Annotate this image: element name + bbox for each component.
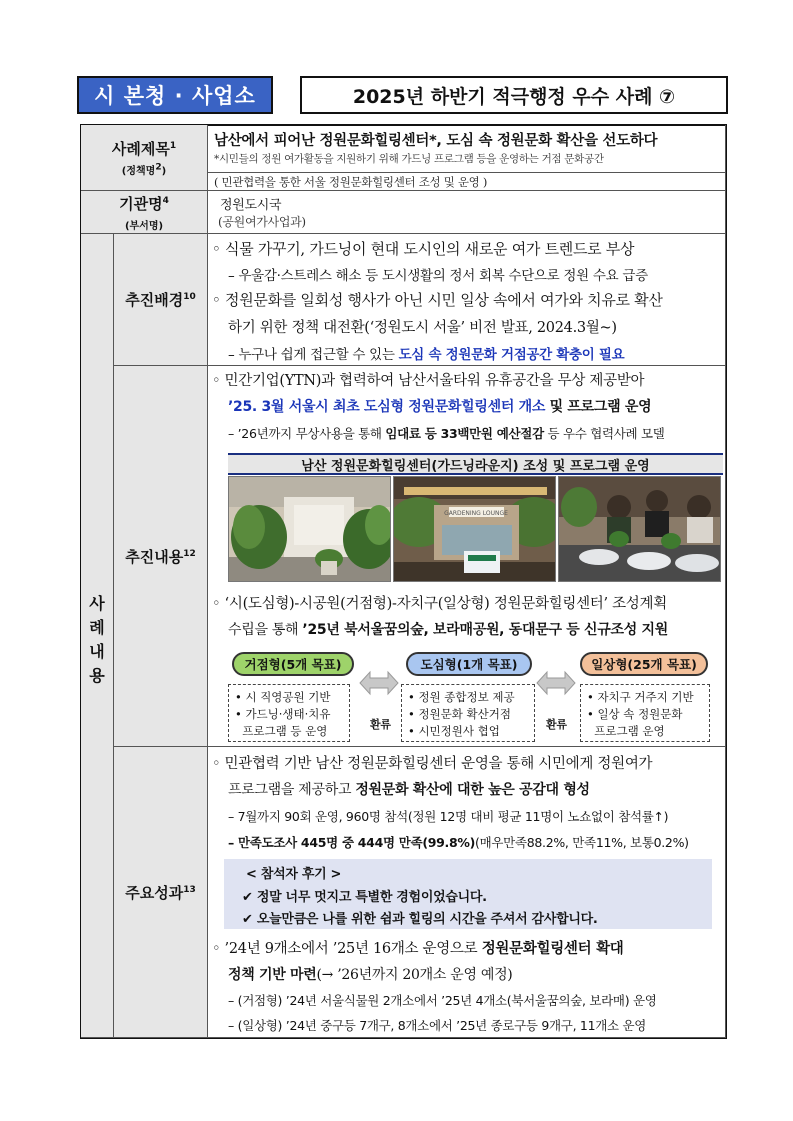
participant-review-box <box>224 859 712 929</box>
content-sub-1-text: – ’26년까지 무상사용을 통해 <box>228 426 386 441</box>
results-bullet-1-bold: 정원문화 확산에 대한 높은 공감대 형성 <box>355 782 590 798</box>
content-bullet-1-line-2 <box>228 396 651 416</box>
results-bullet-1-line-2 <box>228 779 590 799</box>
type-item: • 자치구 거주지 기반 <box>587 690 694 704</box>
background-sub-2 <box>228 343 624 363</box>
results-sub-1: – 7월까지 90회 운영, 960명 참석(정원 12명 대비 평균 11명이 노쇼없이 참석률↑) <box>228 809 669 824</box>
content-sub-1-bold: 임대료 등 33백만원 예산절감 <box>385 426 544 441</box>
page-title: 2025년 하반기 적극행정 우수 사례 ⑦ <box>300 76 728 114</box>
background-sub-2-text: – 누구나 쉽게 접근할 수 있는 <box>228 347 399 363</box>
background-sub-2-highlight: 도심 속 정원문화 거점공간 확충이 필요 <box>398 347 625 363</box>
type-item: • 정원 종합정보 제공 <box>408 690 515 704</box>
content-sub-1-tail: 등 우수 협력사례 모델 <box>543 426 665 441</box>
results-sub-3: – (거점형) ’24년 서울식물원 2개소에서 ’25년 4개소(북서울꿈의숲, 보라매) 운영 <box>228 993 657 1008</box>
type-item: • 시민정원사 협업 <box>408 724 500 738</box>
type-box-urban <box>401 684 535 742</box>
footnote-ref: 1 <box>169 141 177 151</box>
content-bullet-2-bold: ’25년 북서울꿈의숲, 보라매공원, 동대문구 등 신규조성 지원 <box>302 622 668 638</box>
case-summary-text: ( 민관협력을 통한 서울 정원문화힐링센터 조성 및 운영 ) <box>214 175 488 189</box>
results-bullet-2-tail: (→ ’26년까지 20개소 운영 예정) <box>316 967 513 983</box>
case-content-side-label <box>81 234 114 1038</box>
results-label-cell <box>114 747 208 1038</box>
policy-name-label: (정책명 <box>121 166 156 177</box>
background-label: 추진배경 <box>125 291 184 309</box>
content-bullet-2-text: 수립을 통해 <box>228 622 303 638</box>
review-item-2: ✔ 오늘만큼은 나를 위한 쉼과 힐링의 시간을 주셔서 감사합니다. <box>242 912 598 927</box>
results-bullet-2-bold: 정원문화힐링센터 확대 <box>481 941 624 957</box>
type-item: • 가드닝·생태·치유 <box>235 707 331 721</box>
case-title-text: 남산에서 피어난 정원문화힐링센터*, 도심 속 정원문화 확산을 선도하다 <box>214 133 658 149</box>
agency-cell <box>208 191 726 234</box>
case-title-cell <box>208 125 726 173</box>
case-title-label-cell <box>81 125 208 191</box>
case-title-footnote: *시민들의 정원 여가활동을 지원하기 위해 가드닝 프로그램 등을 운영하는 거점 문화공간 <box>214 153 604 165</box>
content-highlight: ’25. 3월 서울시 최초 도심형 정원문화힐링센터 개소 <box>228 399 546 415</box>
background-label-cell <box>114 234 208 366</box>
footnote-ref: 2 <box>155 162 162 173</box>
results-bullet-2-bold-2: 정책 기반 마련 <box>228 967 317 983</box>
photo-gardening-lounge-interior <box>393 476 556 582</box>
content-bullet-1-line-1: ◦ 민간기업(YTN)과 협력하여 남산서울타워 유휴공간을 무상 제공받아 <box>212 373 645 389</box>
cycle-label: 환류 <box>546 718 567 731</box>
case-title-label: 사례제목 <box>111 140 170 158</box>
type-item: • 일상 속 정원문화 <box>587 707 683 721</box>
side-char: 내 <box>89 642 105 661</box>
type-box-hub <box>228 684 350 742</box>
results-bullet-2-line-2 <box>228 964 512 984</box>
agency-label-cell <box>81 191 208 234</box>
cycle-arrow-icon <box>533 668 579 698</box>
results-sub-2 <box>228 833 689 851</box>
content-label-cell <box>114 366 208 747</box>
side-char: 용 <box>89 666 105 685</box>
type-item: 프로그램 등 운영 <box>235 724 328 738</box>
dept-label: (부서명) <box>124 220 164 232</box>
background-bullet-1: ◦ 식물 가꾸기, 가드닝이 현대 도시인의 새로운 여가 트렌드로 부상 <box>212 240 635 258</box>
category-badge: 시 본청 · 사업소 <box>77 76 273 114</box>
footnote-ref: 10 <box>183 292 196 302</box>
cycle-label: 환류 <box>370 718 391 731</box>
footnote-ref: 13 <box>183 884 196 895</box>
cycle-arrow-icon <box>356 668 402 698</box>
results-sub-4: – (일상형) ’24년 중구등 7개구, 8개소에서 ’25년 종로구등 9개구, 11개소 운영 <box>228 1018 647 1033</box>
photo-gardening-lounge-entrance <box>228 476 391 582</box>
review-title: < 참석자 후기 > <box>246 867 342 882</box>
photo-gardening-program <box>558 476 721 582</box>
dept-name: (공원여가사업과) <box>218 215 306 229</box>
results-sub-2-tail: (매우만족88.2%, 만족11%, 보통0.2%) <box>475 835 689 850</box>
footnote-ref: 4 <box>162 195 169 206</box>
photo-banner: 남산 정원문화힐링센터(가드닝라운지) 조성 및 프로그램 운영 <box>228 453 723 475</box>
content-bullet-2-line-1: ◦ ‘시(도심형)-시공원(거점형)-자치구(일상형) 정원문화힐링센터’ 조성계획 <box>212 596 667 612</box>
content-sub-1 <box>228 424 665 442</box>
side-char: 사 <box>89 594 105 613</box>
results-bullet-1-text: 프로그램을 제공하고 <box>228 782 356 798</box>
type-pill-urban: 도심형(1개 목표) <box>406 652 532 676</box>
type-item: 프로그램 운영 <box>587 724 665 738</box>
photo-sign-text: GARDENING LOUNGE <box>444 510 508 517</box>
type-box-daily <box>580 684 710 742</box>
background-sub-1: – 우울감·스트레스 해소 등 도시생활의 정서 회복 수단으로 정원 수요 급증 <box>228 268 648 284</box>
content-bullet-1-tail: 및 프로그램 운영 <box>545 399 652 415</box>
results-bullet-1-line-1: ◦ 민관협력 기반 남산 정원문화힐링센터 운영을 통해 시민에게 정원여가 <box>212 756 653 772</box>
type-pill-hub: 거점형(5개 목표) <box>232 652 354 676</box>
side-char: 례 <box>89 618 105 637</box>
background-bullet-2-line-2: 하기 위한 정책 대전환(‘정원도시 서울’ 비전 발표, 2024.3월~) <box>228 320 617 336</box>
type-item: • 시 직영공원 기반 <box>235 690 331 704</box>
background-bullet-2-line-1: ◦ 정원문화를 일회성 행사가 아닌 시민 일상 속에서 여가와 치유로 확산 <box>212 291 663 309</box>
agency-name: 정원도시국 <box>220 198 282 213</box>
case-summary-cell <box>208 173 726 191</box>
results-bullet-2-line-1 <box>212 937 624 958</box>
results-sub-2-bold: – 만족도조사 445명 중 444명 만족(99.8%) <box>228 835 476 850</box>
review-item-1: ✔ 정말 너무 멋지고 특별한 경험이었습니다. <box>242 890 487 905</box>
agency-label: 기관명 <box>119 194 163 213</box>
results-bullet-2-text: ◦ ’24년 9개소에서 ’25년 16개소 운영으로 <box>212 941 482 957</box>
paren-close: ) <box>161 166 167 177</box>
content-label: 추진내용 <box>125 547 184 566</box>
type-pill-daily: 일상형(25개 목표) <box>580 652 708 676</box>
content-bullet-2-line-2 <box>228 619 668 639</box>
results-label: 주요성과 <box>125 883 184 902</box>
footnote-ref: 12 <box>183 548 196 559</box>
type-item: • 정원문화 확산거점 <box>408 707 511 721</box>
